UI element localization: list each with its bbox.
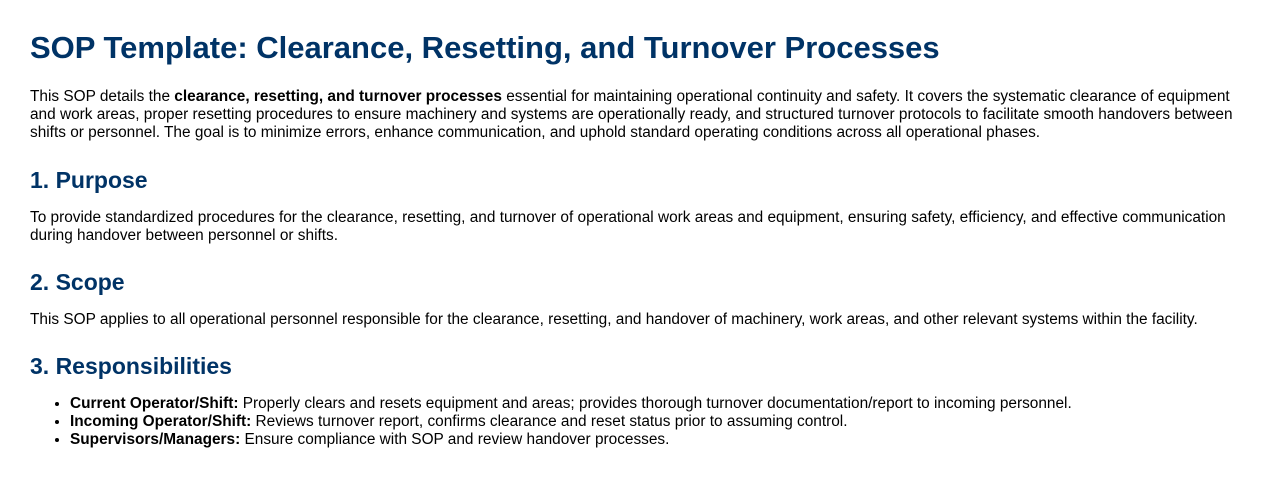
list-item [70, 431, 1233, 449]
intro-paragraph [30, 88, 1233, 142]
page-title: SOP Template: Clearance, Resetting, and Turnover Processes [30, 30, 940, 65]
role-description: Properly clears and resets equipment and areas; provides thorough turnover documentation/report to incoming personnel. [238, 395, 1072, 412]
list-item [70, 395, 1233, 413]
responsibilities-list [30, 395, 1233, 449]
responsibilities-heading: 3. Responsibilities [30, 353, 232, 379]
role-description: Ensure compliance with SOP and review handover processes. [240, 431, 670, 448]
role-label: Incoming Operator/Shift: [70, 413, 252, 430]
purpose-heading: 1. Purpose [30, 167, 148, 193]
intro-text-end: essential for maintaining operational continuity and safety. It covers the systematic clearance of equipment and work areas, proper resetting procedures to ensure machinery and systems are operationally ready, and structured turnover protocols to facilitate smooth handovers between shifts or personnel. The goal is to minimize errors, enhance communication, and uphold standard operating conditions across all operational phases. [30, 88, 1233, 141]
role-label: Current Operator/Shift: [70, 395, 239, 412]
scope-heading: 2. Scope [30, 269, 125, 295]
list-item [70, 413, 1233, 431]
purpose-text: To provide standardized procedures for the clearance, resetting, and turnover of operational work areas and equipment, ensuring safety, efficiency, and effective communication during handover between personnel or shifts. [30, 209, 1226, 244]
intro-bold-text: clearance, resetting, and turnover processes [174, 88, 502, 105]
role-description: Reviews turnover report, confirms clearance and reset status prior to assuming control. [251, 413, 848, 430]
intro-text-start: This SOP details the [30, 88, 175, 105]
role-label: Supervisors/Managers: [70, 431, 241, 448]
scope-text: This SOP applies to all operational personnel responsible for the clearance, resetting, and handover of machinery, work areas, and other relevant systems within the facility. [30, 311, 1198, 328]
